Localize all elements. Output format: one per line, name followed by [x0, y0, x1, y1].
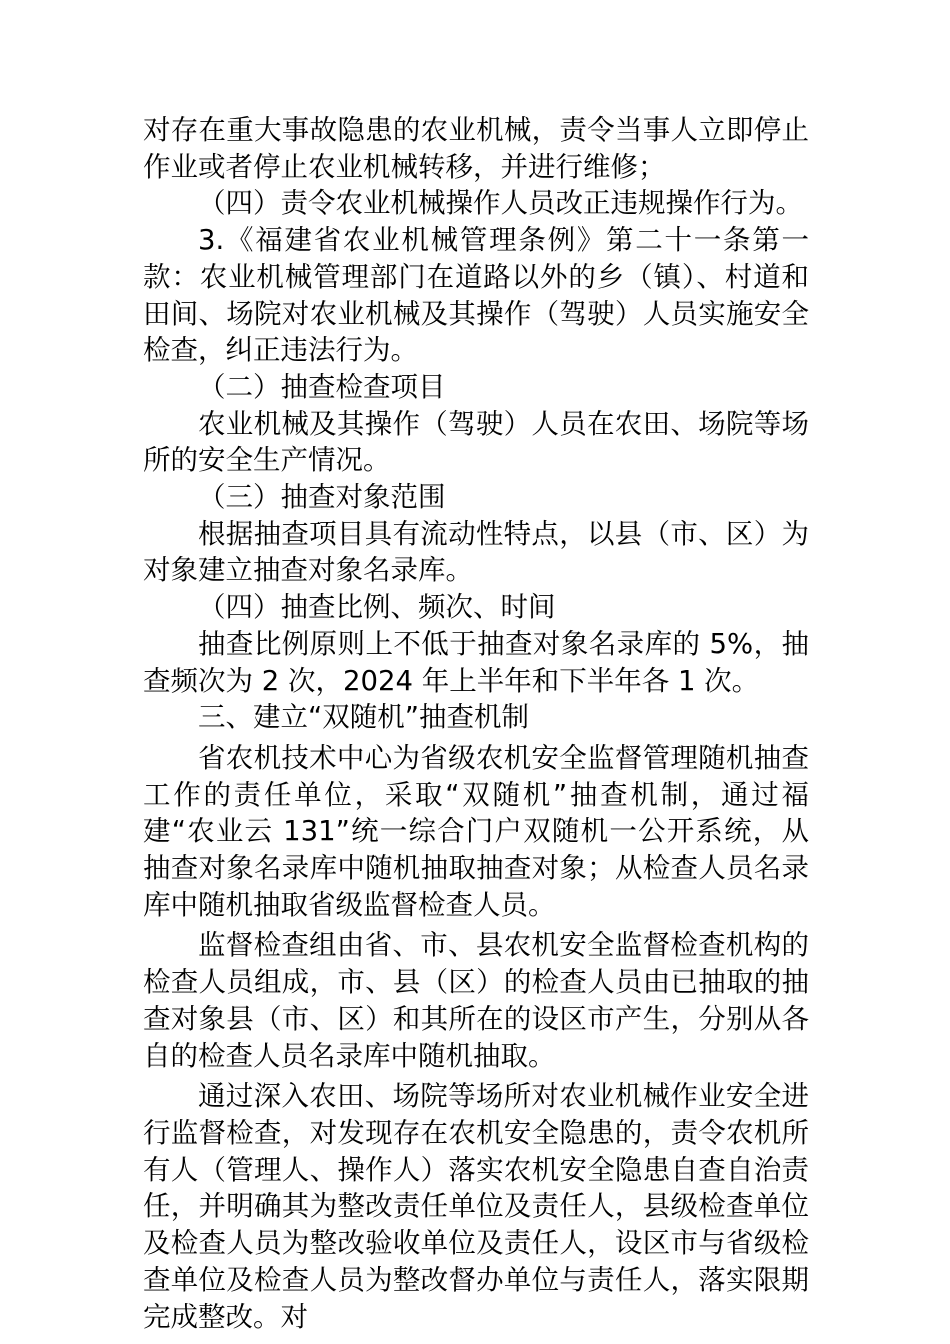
- paragraph-responsible-unit: 省农机技术中心为省级农机安全监督管理随机抽查工作的责任单位，采取“双随机”抽查机制，通过福建“农业云 131”统一综合门户双随机一公开系统，从抽查对象名录库中随机抽取抽查对象；从检查人员名录库中随机抽取省级监督检查人员。: [143, 741, 809, 921]
- paragraph-item-four-order: （四）责令农业机械操作人员改正违规操作行为。: [198, 187, 803, 220]
- paragraph-rectification: 通过深入农田、场院等场所对农业机械作业安全进行监督检查，对发现存在农机安全隐患的，责令农机所有人（管理人、操作人）落实农机安全隐患自查自治责任，并明确其为整改责任单位及责任人，县级检查单位及检查人员为整改验收单位及责任人，设区市与省级检查单位及检查人员为整改督办单位与责任人，落实限期完成整改。对: [143, 1080, 809, 1333]
- paragraph-continuation: 对存在重大事故隐患的农业机械，责令当事人立即停止作业或者停止农业机械转移，并进行维修；: [143, 114, 809, 183]
- section-heading-inspection-scope: （三）抽查对象范围: [198, 481, 446, 514]
- paragraph-inspection-items: 农业机械及其操作（驾驶）人员在农田、场院等场所的安全生产情况。: [143, 407, 809, 477]
- section-heading-double-random: 三、建立“双随机”抽查机制: [198, 701, 529, 734]
- document-body: [143, 112, 809, 1335]
- paragraph-inspection-team: 监督检查组由省、市、县农机安全监督检查机构的检查人员组成，市、县（区）的检查人员由已抽取的抽查对象县（市、区）和其所在的设区市产生，分别从各自的检查人员名录库中随机抽取。: [143, 929, 809, 1072]
- paragraph-inspection-ratio: 抽查比例原则上不低于抽查对象名录库的 5%，抽查频次为 2 次，2024 年上半年和下半年各 1 次。: [143, 627, 809, 697]
- paragraph-regulation-citation: 3.《福建省农业机械管理条例》第二十一条第一款：农业机械管理部门在道路以外的乡（镇）、村道和田间、场院对农业机械及其操作（驾驶）人员实施安全检查，纠正违法行为。: [143, 224, 809, 367]
- section-heading-inspection-ratio: （四）抽查比例、频次、时间: [198, 591, 556, 624]
- paragraph-inspection-scope: 根据抽查项目具有流动性特点，以县（市、区）为对象建立抽查对象名录库。: [143, 517, 809, 587]
- section-heading-inspection-items: （二）抽查检查项目: [198, 370, 446, 403]
